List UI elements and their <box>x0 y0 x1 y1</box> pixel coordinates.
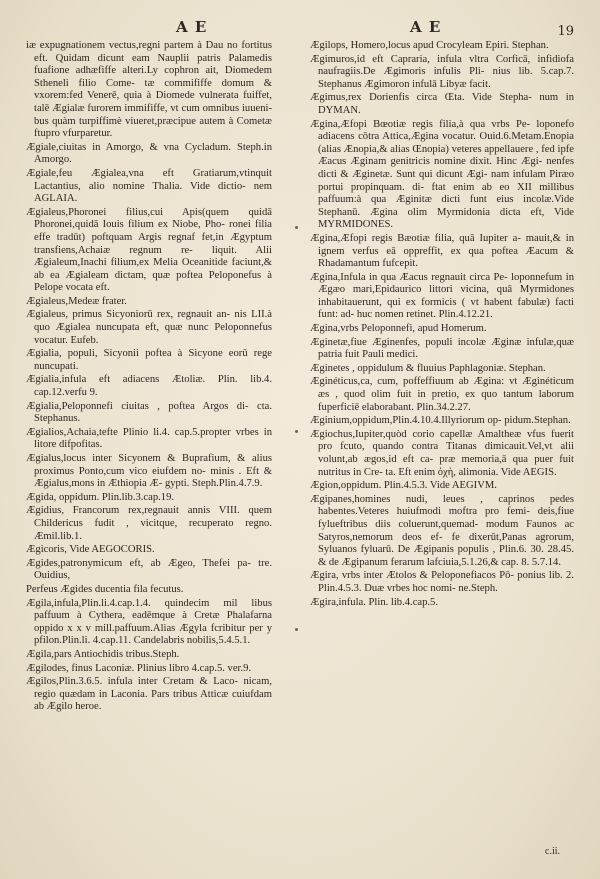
signature-mark: c.ii. <box>545 846 560 857</box>
dictionary-entry: Ægilos,Plin.3.6.5. infula inter Cretam & Laco- nicam, regio quædam in Laconia. Pars tribus Atticæ cuiufdam ab Ægilo heroe. <box>26 676 272 713</box>
dictionary-entry: Perfeus Ægides ducentia fila fecutus. <box>26 583 184 595</box>
dictionary-entry: Ægilodes, finus Laconiæ. Plinius libro 4.cap.5. ver.9. <box>26 662 252 674</box>
dictionary-entry: Æginéticus,ca, cum, poffeffiuum ab Ægina: vt Æginéticum æs , quod olim fuit in pretio, ex quo tantum laborum fuperficiē elaborabant. Plin.34.2.27. <box>310 376 574 413</box>
dictionary-entry: Ægion,oppidum. Plin.4.5.3. Vide AEGIVM. <box>310 480 497 492</box>
dictionary-entry: Æginetæ,fiue Æginenfes, populi incolæ Æginæ infulæ,quæ patria fuit Pauli medici. <box>310 336 574 361</box>
right-column <box>310 40 574 610</box>
dictionary-entry: Ægilops, Homero,locus apud Crocyleam Epiri. Stephan. <box>310 40 549 51</box>
gutter-dot <box>295 430 298 433</box>
left-column <box>26 40 272 715</box>
dictionary-entry: Ægiochus,Iupiter,quòd corio capellæ Amaltheæ vfus fuerit pro fcuto, quando contra Titanas dimicauit.Vel,vt alii volunt,ab ægos,id eft ca- præ memoria,ā qua puer fuit nutritus in Cre- ta. Eft enim ὀχὴ, alimonia. Vide AEGIS. <box>310 428 574 478</box>
dictionary-entry: Ægialia,infula eft adiacens Ætoliæ. Plin. lib.4. cap.12.verfu 9. <box>26 374 272 399</box>
dictionary-entry: Ægina,Æfopi Bœotiæ regis filia,à qua vrbs Pe- loponefo adiacens cōtra Attica,Ægina vocatur. Ouid.6.Metam.Enopia (alias Ænopia,& alias Œnopia) veteres appellauere , fed ipfe Æacus Æginam genitricis nomine dixit. Hinc Ægi- nenfes dicti & Æginetæ. Sunt qui dicunt Ægi- nam infulam Piræo portui propinquam. di- ftat enim ab eo XII millibus paffuum:à qua Æginitæ dicti funt eius incolæ.Vide Stephanū. Ægina olim Myrmidonia dicta eft, Vide MYRMIDONES. <box>310 118 574 231</box>
dictionary-entry: Ægiale,ciuitas in Amorgo, & vna Cycladum. Steph.in Amorgo. <box>26 141 272 166</box>
gutter-dot <box>295 628 298 631</box>
dictionary-entry: Ægiale,feu Ægialea,vna eft Gratiarum,vtinquit Lactantius, alio nomine Thalia. Vide dictio- nem AGLAIA. <box>26 167 272 205</box>
dictionary-entry: Ægialeus, primus Sicyoniorū rex, regnauit an- nis LII.à quo Ægialea nuncupata eft, quæ nunc Peloponnefus vocatur. Eufeb. <box>26 309 272 346</box>
dictionary-entry: Ægila,infula,Plin.li.4.cap.1.4. quindecim mil libus paffuum à Cythera, eadēmque à Cretæ Phalafarna oppido x x v mill.paffuum.Alias Ægyla fcribitur per y pfilon.Plin.li. 4.cap.11. Candelabris nobilis,5.4.5.1. <box>26 597 272 647</box>
dictionary-entry: Ægialios,Achaia,tefte Plinio li.4. cap.5.propter vrbes in litore difpofitas. <box>26 426 272 451</box>
dictionary-entry: Ægida, oppidum. Plin.lib.3.cap.19. <box>26 491 175 503</box>
dictionary-entry: Ægialia,Peloponnefi ciuitas , poftea Argos di- cta. Stephanus. <box>26 400 272 425</box>
dictionary-entry: Ægidius, Francorum rex,regnauit annis VIII. quem Childericus fudit , vicitque, recuperato regno. Æmil.lib.1. <box>26 505 272 542</box>
dictionary-entry: Ægira, vrbs inter Ætolos & Peloponefiacos Pō- ponius lib. 2. Plin.4.5.3. Duæ vrbes hoc nomi- ne.Steph. <box>310 570 574 594</box>
dictionary-entry: iæ expugnationem vectus,regni partem à Dau no fortitus eft. Quidam dicunt eam Nauplii patris Palamedis fuafione adhæfiffe alteri.Ly cophron ait, Diomedem Stheneli filio Come- tæ commififfe domum & vxorem:fed Venerē, quia à Diomede vulnerata fuiffet, talē Ægialæ furorem immififfe, vt cum omnibus iuueni- bus quàm turpiffimè viueret,præcipue autem à Cometæ ftupro vfurparetur. <box>26 40 272 140</box>
dictionary-entry: Ægides,patronymicum eft, ab Ægeo, Thefei pa- tre. Ouidius, <box>26 557 272 582</box>
dictionary-entry: Ægialus,locus inter Sicyonem & Buprafium, & alius proximus Ponto,cum vico eiufdem no- minis . Eft & Ægialus,mons in Æthiopia Æ- gypti. Steph.Plin.4.7.9. <box>26 453 272 490</box>
dictionary-entry: Ægicoris, Vide AEGOCORIS. <box>26 544 155 556</box>
dictionary-entry: Æginium,oppidum,Plin.4.10.4.Illyriorum op- pidum.Stephan. <box>310 415 571 427</box>
dictionary-entry: Ægila,pars Antiochidis tribus.Steph. <box>26 648 180 660</box>
dictionary-entry: Ægina,Æfopi regis Bæotiæ filia, quā Iupiter a- mauit,& in ignem verfus eā oppreffit, ex qua poftea Æacum & Rhadamantum fufcepit. <box>310 232 574 270</box>
dictionary-entry: Ægimuros,id eft Capraria, infula vltra Corficā, infidiofa naufragiis.De Ægimoris infulis Pli- nius lib. 5.cap.7. Stephanus Ægimoron infulā Libyæ facit. <box>310 53 574 90</box>
dictionary-entry: Ægialeus,Phoronei filius,cui Apis(quem quidā Phoronei,quidā Iouis filium ex Niobe, Pho- ronei filia effe tradūt) poftquam Argis regnaf fet,in Ægyptum transfiens,Achaiæ regnum re- liquit. Alii Ægialeum,Inachi filium,ex Melia Oceanitide faciunt,& ab ea Ægialeam dictam, quæ poftea Peloponefus à Pelope vocata eft. <box>26 206 272 294</box>
dictionary-entry: Ægina,vrbs Peloponnefi, apud Homerum. <box>310 323 487 335</box>
dictionary-entry: Ægialeus,Medeæ frater. <box>26 295 127 307</box>
running-head-right: A E <box>410 18 442 36</box>
dictionary-entry: Ægipanes,homines nudi, leues , caprinos pedes habentes.Veteres huiufmodi moftra pro femi- deis,fiue fylueftribus diis coluerunt,quemad- modum Faunos ac Satyros,nemorum deos ef- fe dixerūt,Panas agrorum, Syluanos fyluarū. De Ægipanis populis , Plin.6. 30. 28.45. & de Ægipanum ferarum lafciuia,5.1.26,& cap. 8. 5.7.14. <box>310 493 574 568</box>
dictionary-entry: Ægira,infula. Plin. lib.4.cap.5. <box>310 596 438 608</box>
dictionary-entry: Ægialia, populi, Sicyonii poftea à Sicyone eorū rege nuncupati. <box>26 348 272 372</box>
gutter-dot <box>295 226 298 229</box>
page-number: 19 <box>557 24 574 39</box>
running-head-left: A E <box>176 18 208 36</box>
dictionary-entry: Æginetes , oppidulum & fluuius Paphlagoniæ. Stephan. <box>310 362 546 374</box>
dictionary-entry: Ægina,Infula in qua Æacus regnauit circa Pe- loponnefum in Ægæo mari,Epidaurico littori vicina, quā Myrmidones inhabitauerunt, qui ex formicis ( vt habent fabulæ) facti funt: ad- huc nomen retinet. Plin.4.12.21. <box>310 271 574 321</box>
dictionary-entry: Ægimus,rex Dorienfis circa Œta. Vide Stepha- num in DYMAN. <box>310 92 574 116</box>
